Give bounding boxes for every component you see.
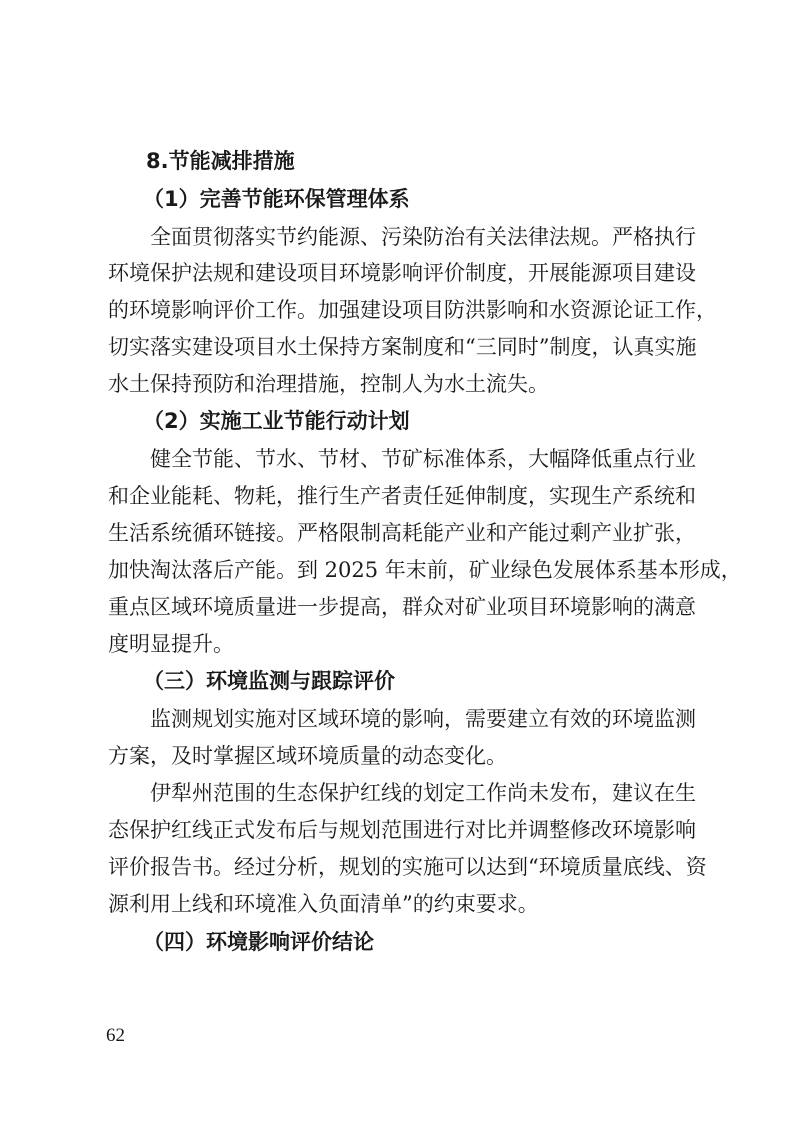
paragraph-line: 环境保护法规和建设项目环境影响评价制度，开展能源项目建设 [108, 261, 696, 285]
paragraph-line: 全面贯彻落实节约能源、污染防治有关法律法规。严格执行 [150, 225, 696, 249]
paragraph-line: 健全节能、节水、节材、节矿标准体系，大幅降低重点行业 [150, 447, 696, 471]
paragraph-line: 源利用上线和环境准入负面清单”的约束要求。 [108, 892, 539, 916]
paragraph-line: 评价报告书。经过分析，规划的实施可以达到“环境质量底线、资 [108, 855, 707, 879]
page-number: 62 [106, 1025, 125, 1046]
part-heading-3: （三）环境监测与跟踪评价 [143, 669, 395, 693]
paragraph-line: 水土保持预防和治理措施，控制人为水土流失。 [108, 372, 549, 396]
paragraph-line: 度明显提升。 [108, 632, 234, 656]
paragraph-line: 加快淘汰落后产能。到 2025 年末前，矿业绿色发展体系基本形成， [108, 558, 742, 582]
paragraph-line: 方案，及时掌握区域环境质量的动态变化。 [108, 744, 507, 768]
section-heading: 8.节能减排措施 [146, 149, 295, 173]
paragraph-line: 的环境影响评价工作。加强建设项目防洪影响和水资源论证工作， [108, 298, 717, 322]
paragraph-line: 监测规划实施对区域环境的影响，需要建立有效的环境监测 [150, 707, 696, 731]
paragraph-line: 和企业能耗、物耗，推行生产者责任延伸制度，实现生产系统和 [108, 484, 696, 508]
paragraph-line: 切实落实建设项目水土保持方案制度和“三同时”制度，认真实施 [108, 335, 697, 359]
paragraph-line: 态保护红线正式发布后与规划范围进行对比并调整修改环境影响 [108, 818, 696, 842]
paragraph-line: 生活系统循环链接。严格限制高耗能产业和产能过剩产业扩张， [108, 521, 696, 545]
paragraph-line: 重点区域环境质量进一步提高，群众对矿业项目环境影响的满意 [108, 595, 696, 619]
subsection-heading-1: （1）完善节能环保管理体系 [143, 187, 410, 211]
paragraph-line: 伊犁州范围的生态保护红线的划定工作尚未发布，建议在生 [150, 781, 696, 805]
part-heading-4: （四）环境影响评价结论 [143, 930, 374, 954]
subsection-heading-2: （2）实施工业节能行动计划 [143, 409, 410, 433]
